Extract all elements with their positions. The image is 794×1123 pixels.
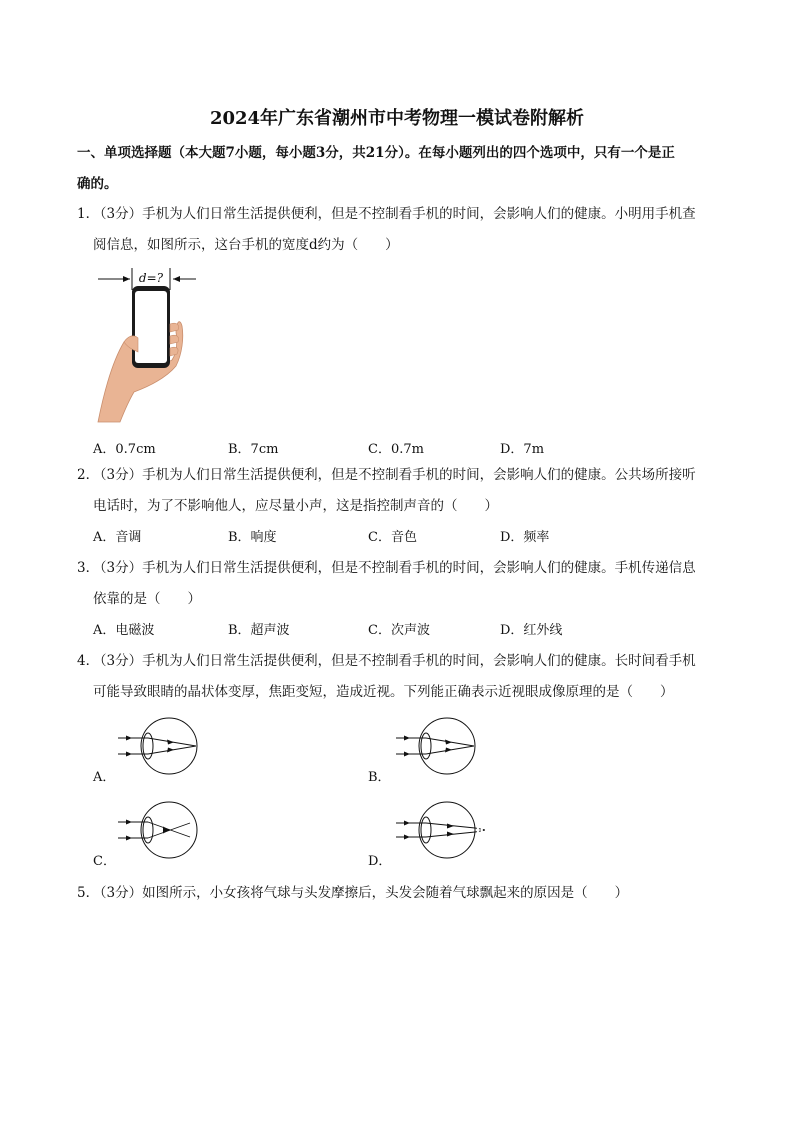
question-text-line2: 可能导致眼睛的晶状体变厚，焦距变短，造成近视。下列能正确表示近视眼成像原理的是（ ） xyxy=(93,684,674,700)
question-number: 3． xyxy=(77,560,100,576)
question-text-line2: 电话时，为了不影响他人，应尽量小声，这是指控制声音的（ ） xyxy=(93,498,498,514)
section-heading-line1: 一、单项选择题（本大题7小题，每小题3分，共21分）。在每小题列出的四个选项中，只有一个是正 xyxy=(77,145,675,161)
option-d[interactable]: D．红外线 xyxy=(500,623,563,638)
option-b[interactable]: B．超声波 xyxy=(228,623,290,638)
option-a[interactable]: A．电磁波 xyxy=(93,623,155,638)
option-d[interactable]: D． xyxy=(368,854,392,869)
right-arrow-head xyxy=(173,276,180,282)
option-c[interactable]: C． xyxy=(93,854,116,869)
option-a[interactable]: A． xyxy=(93,770,116,785)
question-text-line1: （3分）手机为人们日常生活提供便利，但是不控制看手机的时间，会影响人们的健康。长时间看手机 xyxy=(93,653,696,669)
figure-label: d=? xyxy=(138,271,164,285)
phone-hand-figure xyxy=(90,262,200,424)
eye-diagram-c[interactable] xyxy=(112,799,202,861)
eye-diagram-d[interactable] xyxy=(390,799,490,861)
phone-screen xyxy=(135,291,167,363)
question-text-line1: （3分）手机为人们日常生活提供便利，但是不控制看手机的时间，会影响人们的健康。小明用手机查 xyxy=(93,206,696,222)
question-text-line1: （3分）手机为人们日常生活提供便利，但是不控制看手机的时间，会影响人们的健康。手机传递信息 xyxy=(93,560,696,576)
question-number: 5． xyxy=(77,885,100,901)
option-d[interactable]: D．频率 xyxy=(500,530,550,545)
option-b[interactable]: B． xyxy=(368,770,391,785)
option-c[interactable]: C．次声波 xyxy=(368,623,430,638)
option-d[interactable]: D．7m xyxy=(500,442,545,457)
question-number: 4． xyxy=(77,653,100,669)
section-heading-line2: 确的。 xyxy=(77,176,118,192)
option-a[interactable]: A．0.7cm xyxy=(93,442,156,457)
option-a[interactable]: A．音调 xyxy=(93,530,142,545)
option-b[interactable]: B．7cm xyxy=(228,442,279,457)
option-c[interactable]: C．音色 xyxy=(368,530,417,545)
question-text-line1: （3分）手机为人们日常生活提供便利，但是不控制看手机的时间，会影响人们的健康。公共场所接听 xyxy=(93,467,696,483)
left-arrow-head xyxy=(123,276,130,282)
option-b[interactable]: B．响度 xyxy=(228,530,277,545)
question-text-line2: 依靠的是（ ） xyxy=(93,591,201,607)
option-c[interactable]: C．0.7m xyxy=(368,442,424,457)
question-text-line1: （3分）如图所示，小女孩将气球与头发摩擦后，头发会随着气球飘起来的原因是（ ） xyxy=(93,885,629,901)
question-number: 1． xyxy=(77,206,100,222)
question-number: 2． xyxy=(77,467,100,483)
eye-diagram-a[interactable] xyxy=(112,715,202,777)
page-title: 2024年广东省潮州市中考物理一模试卷附解析 xyxy=(209,108,585,129)
question-text-line2: 阅信息，如图所示，这台手机的宽度d约为（ ） xyxy=(93,237,399,253)
eye-diagram-b[interactable] xyxy=(390,715,480,777)
